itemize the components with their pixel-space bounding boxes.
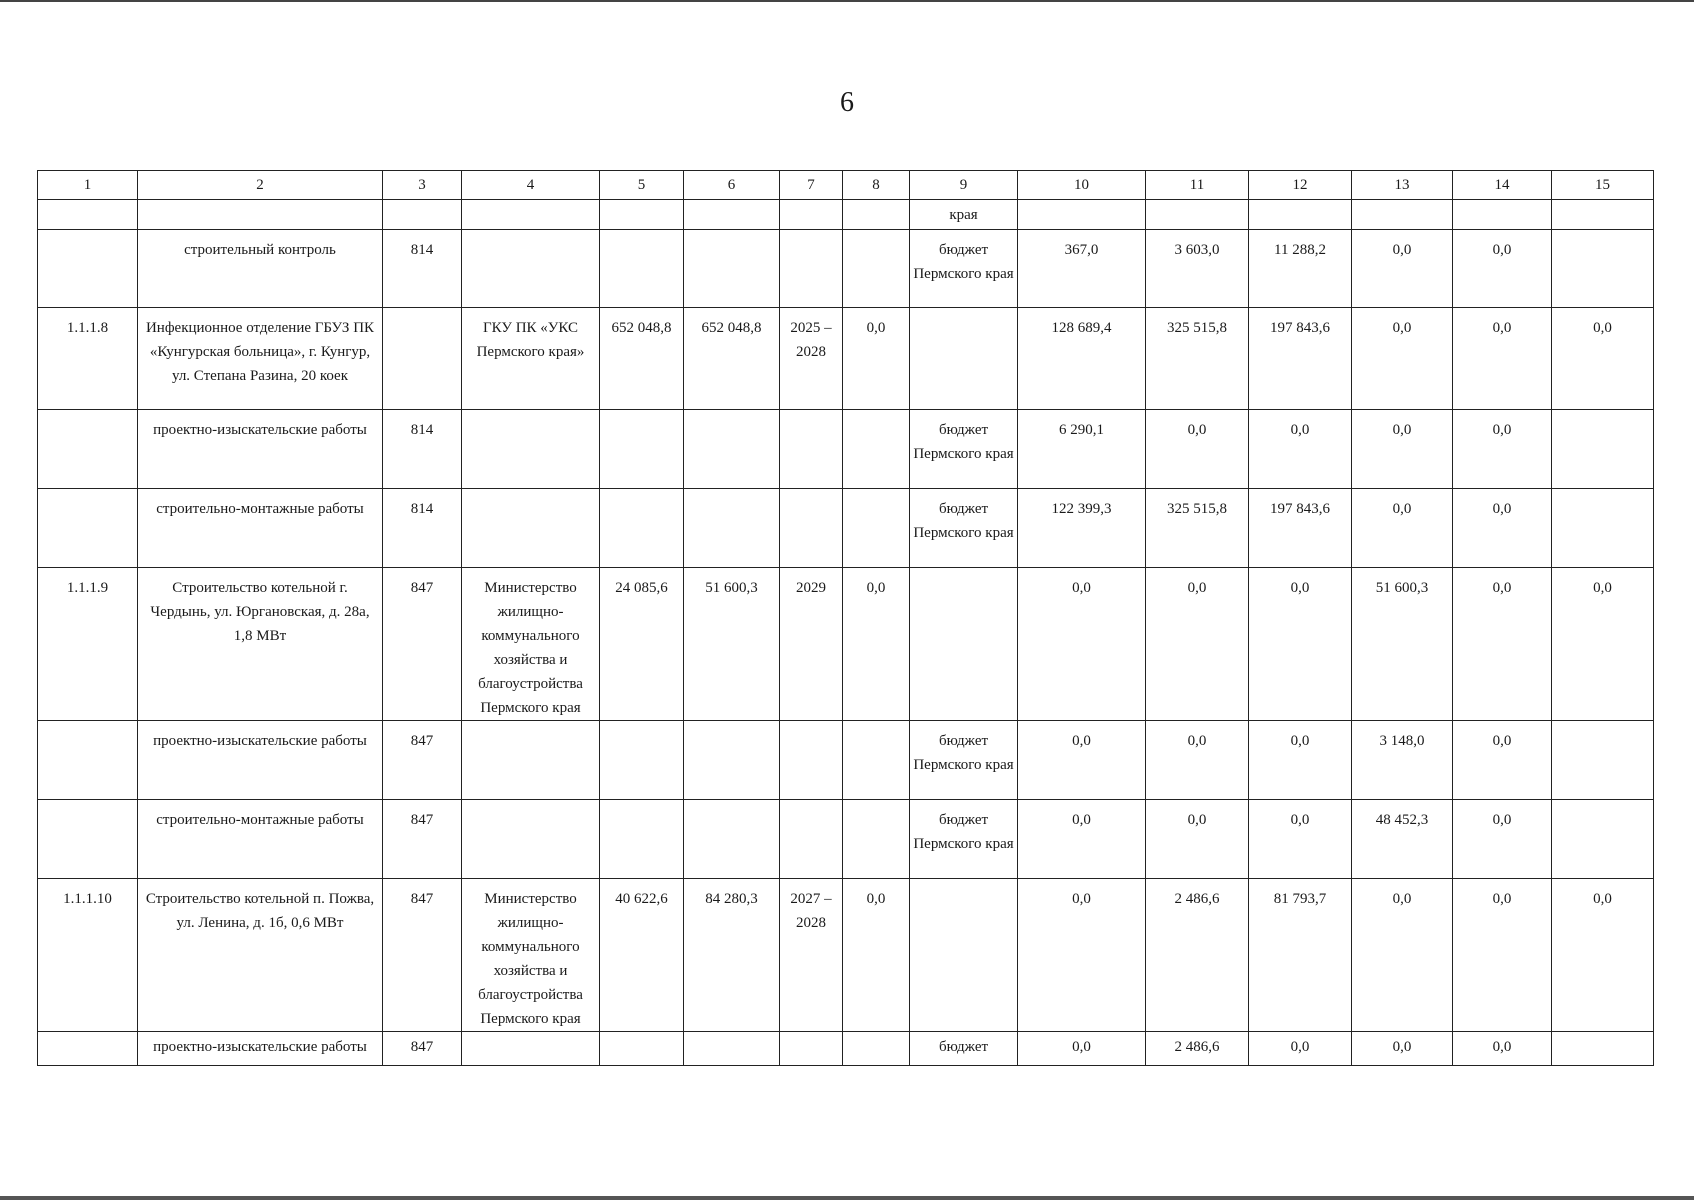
table-cell: 0,0 [1146, 800, 1249, 879]
table-cell: 122 399,3 [1018, 489, 1146, 568]
table-cell: бюджет Пермского края [910, 489, 1018, 568]
table-cell: 847 [383, 1032, 462, 1066]
table-cell [462, 800, 600, 879]
table-cell: 0,0 [1453, 489, 1552, 568]
table-cell: бюджет [910, 1032, 1018, 1066]
table-cell [383, 308, 462, 410]
table-cell [1552, 230, 1654, 308]
column-header: 11 [1146, 171, 1249, 200]
table-cell: Инфекционное отделение ГБУЗ ПК «Кунгурская больница», г. Кунгур, ул. Степана Разина, 20 коек [138, 308, 383, 410]
table-cell: 0,0 [1249, 800, 1352, 879]
table-cell: 367,0 [1018, 230, 1146, 308]
table-row [38, 1032, 1654, 1066]
table-cell [138, 200, 383, 230]
budget-table [37, 170, 1654, 1066]
table-cell: 1.1.1.9 [38, 568, 138, 721]
table-cell: проектно-изыскательские работы [138, 721, 383, 800]
table-cell: 24 085,6 [600, 568, 684, 721]
table-row [38, 879, 1654, 1032]
table-cell [1552, 489, 1654, 568]
table-cell [684, 1032, 780, 1066]
column-header: 13 [1352, 171, 1453, 200]
table-cell: 847 [383, 800, 462, 879]
table-cell [38, 489, 138, 568]
table-cell: 0,0 [1352, 489, 1453, 568]
table-cell: проектно-изыскательские работы [138, 1032, 383, 1066]
table-cell: 814 [383, 489, 462, 568]
column-header: 1 [38, 171, 138, 200]
table-cell: 0,0 [1018, 1032, 1146, 1066]
table-cell [1552, 1032, 1654, 1066]
table-cell [462, 1032, 600, 1066]
table-cell [1453, 200, 1552, 230]
table-row [38, 721, 1654, 800]
table-cell [1552, 200, 1654, 230]
column-header: 7 [780, 171, 843, 200]
table-row [38, 200, 1654, 230]
table-cell: 0,0 [1249, 410, 1352, 489]
table-cell [38, 721, 138, 800]
table-row [38, 568, 1654, 721]
table-cell: 0,0 [1552, 879, 1654, 1032]
table-cell: 0,0 [1352, 1032, 1453, 1066]
table-cell: 2027 – 2028 [780, 879, 843, 1032]
table-cell: строительно-монтажные работы [138, 489, 383, 568]
table-cell [600, 200, 684, 230]
table-cell [843, 1032, 910, 1066]
table-cell: края [910, 200, 1018, 230]
table-cell [38, 1032, 138, 1066]
table-cell: 0,0 [1453, 230, 1552, 308]
table-cell: 48 452,3 [1352, 800, 1453, 879]
table-cell: 847 [383, 568, 462, 721]
table-cell: Министерство жилищно-коммунального хозяйства и благоустройства Пермского края [462, 879, 600, 1032]
table-cell: 0,0 [1552, 308, 1654, 410]
table-cell: Строительство котельной п. Пожва, ул. Ленина, д. 1б, 0,6 МВт [138, 879, 383, 1032]
table-cell [462, 721, 600, 800]
page-number: 6 [840, 87, 854, 118]
table-cell: 1.1.1.10 [38, 879, 138, 1032]
table-cell: 652 048,8 [684, 308, 780, 410]
table-cell: 0,0 [1453, 568, 1552, 721]
table-cell: 814 [383, 230, 462, 308]
table-cell: 197 843,6 [1249, 489, 1352, 568]
table-cell: 0,0 [1146, 568, 1249, 721]
table-cell [38, 410, 138, 489]
table-cell [910, 879, 1018, 1032]
table-cell [462, 489, 600, 568]
table-cell [780, 1032, 843, 1066]
table-cell: 0,0 [1453, 308, 1552, 410]
table-cell: бюджет Пермского края [910, 721, 1018, 800]
table-cell [780, 489, 843, 568]
table-cell [1146, 200, 1249, 230]
table-row [38, 230, 1654, 308]
table-cell [462, 410, 600, 489]
table-cell [843, 800, 910, 879]
table-cell: 81 793,7 [1249, 879, 1352, 1032]
column-header: 9 [910, 171, 1018, 200]
table-cell: 0,0 [843, 879, 910, 1032]
table-cell [910, 308, 1018, 410]
table-cell: 51 600,3 [684, 568, 780, 721]
table-cell [843, 721, 910, 800]
table-cell: 0,0 [1453, 1032, 1552, 1066]
table-cell: 128 689,4 [1018, 308, 1146, 410]
table-cell: 0,0 [843, 568, 910, 721]
table-cell [843, 489, 910, 568]
column-header: 5 [600, 171, 684, 200]
column-header: 15 [1552, 171, 1654, 200]
table-cell [600, 230, 684, 308]
table-cell: 0,0 [1249, 1032, 1352, 1066]
table-cell: 847 [383, 721, 462, 800]
table-cell [462, 230, 600, 308]
table-cell [462, 200, 600, 230]
table-cell: 11 288,2 [1249, 230, 1352, 308]
table-cell [780, 410, 843, 489]
table-cell: 0,0 [1352, 410, 1453, 489]
table-cell [684, 800, 780, 879]
table-cell [600, 489, 684, 568]
table-cell: 1.1.1.8 [38, 308, 138, 410]
column-header: 10 [1018, 171, 1146, 200]
table-cell: 0,0 [1146, 721, 1249, 800]
table-cell: 0,0 [1018, 879, 1146, 1032]
table-cell: строительно-монтажные работы [138, 800, 383, 879]
table-cell [600, 721, 684, 800]
table-cell [780, 230, 843, 308]
table-cell [1249, 200, 1352, 230]
table-cell: 51 600,3 [1352, 568, 1453, 721]
table-cell: 3 148,0 [1352, 721, 1453, 800]
table-cell: 0,0 [1453, 410, 1552, 489]
table-cell: 325 515,8 [1146, 308, 1249, 410]
table-cell [780, 800, 843, 879]
table-cell: 0,0 [1352, 879, 1453, 1032]
table-cell: 0,0 [1249, 568, 1352, 721]
table-cell: бюджет Пермского края [910, 410, 1018, 489]
table-cell: 2029 [780, 568, 843, 721]
column-header: 14 [1453, 171, 1552, 200]
table-cell [910, 568, 1018, 721]
column-header: 4 [462, 171, 600, 200]
table-cell [684, 230, 780, 308]
table-cell: ГКУ ПК «УКС Пермского края» [462, 308, 600, 410]
table-cell: 2 486,6 [1146, 1032, 1249, 1066]
table-cell [1018, 200, 1146, 230]
table-cell [780, 721, 843, 800]
table-row [38, 800, 1654, 879]
column-header: 6 [684, 171, 780, 200]
table-cell [383, 200, 462, 230]
table-cell: Министерство жилищно-коммунального хозяйства и благоустройства Пермского края [462, 568, 600, 721]
table-cell [1552, 800, 1654, 879]
table-cell: 0,0 [1352, 230, 1453, 308]
table-row [38, 410, 1654, 489]
table-cell [38, 800, 138, 879]
table-cell [600, 410, 684, 489]
table-cell [684, 489, 780, 568]
page-top-edge [0, 0, 1694, 2]
table-cell: бюджет Пермского края [910, 230, 1018, 308]
table-cell: строительный контроль [138, 230, 383, 308]
column-header: 8 [843, 171, 910, 200]
table-cell: 652 048,8 [600, 308, 684, 410]
table-header-row [38, 171, 1654, 200]
page-bottom-edge [0, 1196, 1694, 1200]
table-cell: 0,0 [1453, 879, 1552, 1032]
table-cell: 0,0 [1018, 800, 1146, 879]
table-cell [684, 721, 780, 800]
table-cell [1352, 200, 1453, 230]
table-cell: 847 [383, 879, 462, 1032]
table-cell: бюджет Пермского края [910, 800, 1018, 879]
table-cell: 0,0 [1453, 800, 1552, 879]
table-cell: проектно-изыскательские работы [138, 410, 383, 489]
table-cell: 0,0 [1146, 410, 1249, 489]
table-cell [780, 200, 843, 230]
table-cell: 325 515,8 [1146, 489, 1249, 568]
table-cell: 2025 – 2028 [780, 308, 843, 410]
table-cell [684, 410, 780, 489]
table-cell [684, 200, 780, 230]
table-cell [1552, 721, 1654, 800]
table-cell: 2 486,6 [1146, 879, 1249, 1032]
table-cell [38, 230, 138, 308]
table-cell: 40 622,6 [600, 879, 684, 1032]
table-row [38, 308, 1654, 410]
table-cell [600, 1032, 684, 1066]
table-cell: 0,0 [1018, 721, 1146, 800]
column-header: 12 [1249, 171, 1352, 200]
table-cell: 0,0 [1352, 308, 1453, 410]
table-cell [38, 200, 138, 230]
table-cell [843, 200, 910, 230]
table-cell: 0,0 [1249, 721, 1352, 800]
table-cell [600, 800, 684, 879]
column-header: 3 [383, 171, 462, 200]
table-cell: 0,0 [1018, 568, 1146, 721]
table-cell: Строительство котельной г. Чердынь, ул. Юргановская, д. 28а, 1,8 МВт [138, 568, 383, 721]
table-cell: 814 [383, 410, 462, 489]
table-cell: 0,0 [1453, 721, 1552, 800]
table-cell: 197 843,6 [1249, 308, 1352, 410]
table-cell: 6 290,1 [1018, 410, 1146, 489]
table-cell [843, 410, 910, 489]
table-cell: 0,0 [843, 308, 910, 410]
table-cell [843, 230, 910, 308]
table-cell [1552, 410, 1654, 489]
table-cell: 84 280,3 [684, 879, 780, 1032]
table-row [38, 489, 1654, 568]
column-header: 2 [138, 171, 383, 200]
table-cell: 3 603,0 [1146, 230, 1249, 308]
table-cell: 0,0 [1552, 568, 1654, 721]
